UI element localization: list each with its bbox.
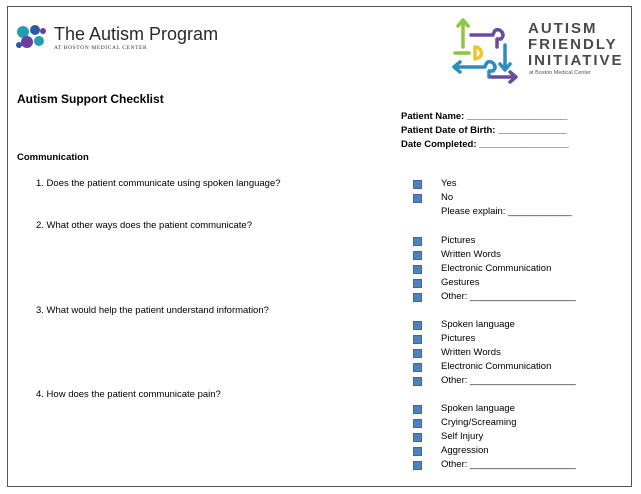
option-q4-self-injury[interactable] — [413, 431, 484, 443]
question-3: 3. What would help the patient understand information? — [36, 305, 269, 316]
option-q4-other[interactable] — [413, 459, 576, 471]
option-q2-gestures[interactable] — [413, 277, 480, 289]
afi-subtitle: at Boston Medical Center — [529, 70, 591, 76]
document-page — [7, 6, 632, 487]
option-q4-aggression[interactable] — [413, 445, 489, 457]
patient-dob-field: Patient Date of Birth: _____________ — [401, 125, 567, 136]
afi-title-line-1: AUTISM — [528, 20, 598, 37]
checkbox[interactable] — [413, 265, 422, 274]
option-q1-no[interactable] — [413, 192, 454, 204]
question-4: 4. How does the patient communicate pain? — [36, 389, 221, 400]
q1-explain-field: Please explain: ____________ — [441, 206, 572, 217]
checkbox[interactable] — [413, 251, 422, 260]
org-title: The Autism Program — [54, 24, 219, 44]
option-q2-written-words[interactable] — [413, 249, 501, 261]
document-title: Autism Support Checklist — [17, 92, 164, 106]
checkbox[interactable] — [413, 447, 422, 456]
option-q3-spoken[interactable] — [413, 319, 515, 331]
option-label: Electronic Communication — [441, 361, 552, 372]
checkbox[interactable] — [413, 293, 422, 302]
option-q4-spoken[interactable] — [413, 403, 515, 415]
option-q3-pictures[interactable] — [413, 333, 476, 345]
afi-title-line-2: FRIENDLY — [528, 36, 618, 53]
afi-puzzle-icon — [445, 17, 525, 85]
option-label: Spoken language — [441, 403, 515, 414]
checkbox[interactable] — [413, 180, 422, 189]
question-2: 2. What other ways does the patient communicate? — [36, 220, 252, 231]
option-label: Pictures — [441, 235, 476, 246]
option-label: Yes — [441, 178, 457, 189]
option-label: Written Words — [441, 347, 501, 358]
option-q3-written-words[interactable] — [413, 347, 501, 359]
option-label: Pictures — [441, 333, 476, 344]
option-q1-yes[interactable] — [413, 178, 457, 190]
checkbox[interactable] — [413, 335, 422, 344]
patient-name-field: Patient Name: ___________________ — [401, 111, 568, 122]
option-label: Gestures — [441, 277, 480, 288]
checkbox[interactable] — [413, 363, 422, 372]
section-title: Communication — [17, 152, 89, 163]
option-label: Other: ____________________ — [441, 459, 576, 470]
puzzle-logo-icon — [14, 23, 48, 53]
checkbox[interactable] — [413, 279, 422, 288]
afi-title-line-3: INITIATIVE — [528, 52, 624, 69]
option-label: Electronic Communication — [441, 263, 552, 274]
option-q2-other[interactable] — [413, 291, 576, 303]
option-q3-electronic[interactable] — [413, 361, 552, 373]
option-q2-electronic[interactable] — [413, 263, 552, 275]
date-completed-field: Date Completed: _________________ — [401, 139, 569, 150]
option-label: Aggression — [441, 445, 489, 456]
option-label: Other: ____________________ — [441, 375, 576, 386]
option-label: No — [441, 192, 454, 203]
option-label: Other: ____________________ — [441, 291, 576, 302]
checkbox[interactable] — [413, 461, 422, 470]
checkbox[interactable] — [413, 377, 422, 386]
option-label: Written Words — [441, 249, 501, 260]
option-label: Crying/Screaming — [441, 417, 517, 428]
checkbox[interactable] — [413, 321, 422, 330]
checkbox[interactable] — [413, 419, 422, 428]
checkbox[interactable] — [413, 405, 422, 414]
option-label: Spoken language — [441, 319, 515, 330]
checkbox[interactable] — [413, 237, 422, 246]
question-1: 1. Does the patient communicate using spoken language? — [36, 178, 281, 189]
checkbox[interactable] — [413, 349, 422, 358]
option-q4-crying[interactable] — [413, 417, 517, 429]
checkbox[interactable] — [413, 433, 422, 442]
org-subtitle: AT BOSTON MEDICAL CENTER — [54, 45, 148, 51]
option-q2-pictures[interactable] — [413, 235, 476, 247]
option-q3-other[interactable] — [413, 375, 576, 387]
checkbox[interactable] — [413, 194, 422, 203]
option-label: Self Injury — [441, 431, 484, 442]
